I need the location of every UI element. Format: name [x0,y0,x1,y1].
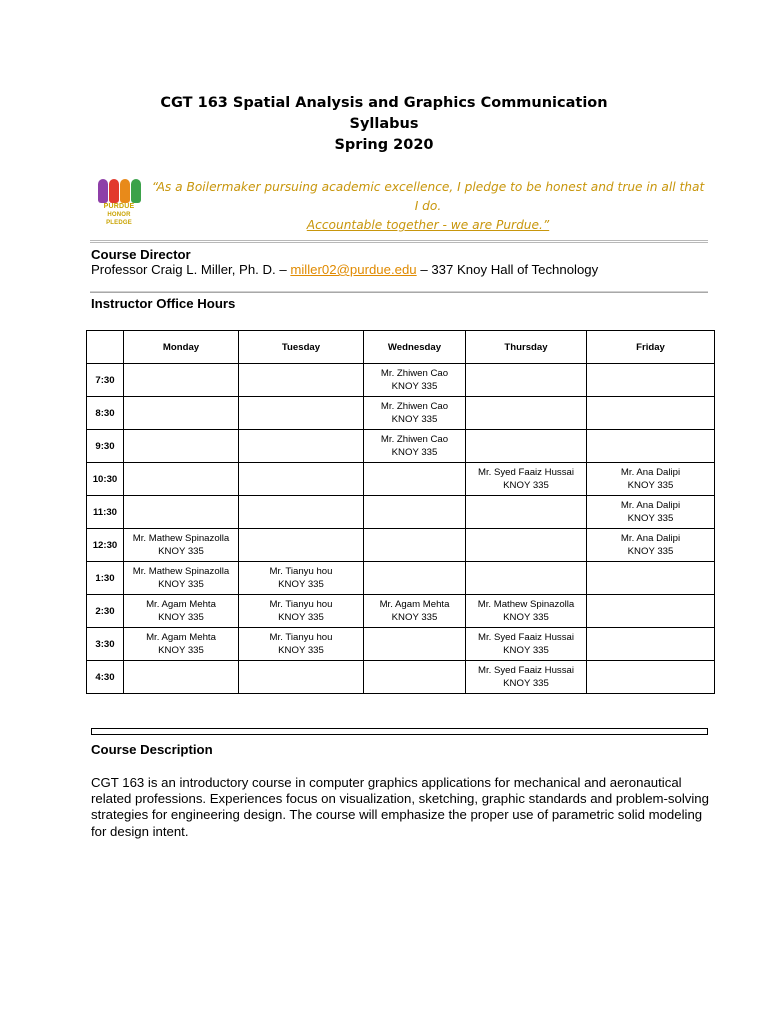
instructor-name: Mr. Zhiwen Cao [380,401,449,412]
table-row [87,364,715,397]
time-slot-cell: 9:30 [87,430,124,463]
office-hours-cell [239,496,364,529]
instructor-name: Mr. Ana Dalipi [620,467,681,478]
office-hours-cell [466,364,587,397]
office-location: KNOY 335 [503,612,549,623]
office-location: KNOY 335 [503,645,549,656]
office-hours-cell [239,430,364,463]
table-row [87,463,715,496]
office-hours-cell [364,628,466,661]
table-row [87,496,715,529]
office-hours-cell [364,661,466,694]
office-hours-cell [466,430,587,463]
office-hours-cell [587,595,715,628]
table-header-day: Wednesday [364,331,466,364]
course-director-heading: Course Director [91,247,191,262]
office-hours-cell [239,463,364,496]
time-slot-cell: 7:30 [87,364,124,397]
time-slot-cell: 12:30 [87,529,124,562]
office-hours-cell [239,562,364,595]
office-hours-cell [466,496,587,529]
office-hours-cell [587,430,715,463]
instructor-name: Mr. Syed Faaiz Hussai [478,467,574,478]
office-hours-cell [466,628,587,661]
instructor-name: Mr. Tianyu hou [269,599,333,610]
hand-icon [98,179,108,203]
office-location: KNOY 335 [503,480,549,491]
office-hours-cell [587,463,715,496]
hands-icon [96,176,142,203]
office-hours-cell [239,397,364,430]
office-location: KNOY 335 [391,612,438,623]
office-hours-cell [364,562,466,595]
office-hours-cell [239,595,364,628]
time-slot-cell: 3:30 [87,628,124,661]
office-hours-table [86,330,715,694]
hand-icon [109,179,119,203]
office-hours-cell [124,364,239,397]
office-location: KNOY 335 [503,678,549,689]
office-hours-cell [466,661,587,694]
table-header-day: Friday [587,331,715,364]
divider [90,240,708,243]
instructor-name: Mr. Tianyu hou [269,632,333,643]
table-header-day: Tuesday [239,331,364,364]
logo-word-purdue: PURDUE [103,203,135,210]
office-hours-cell [239,529,364,562]
office-hours-cell [587,496,715,529]
director-location: – 337 Knoy Hall of Technology [416,262,599,277]
hand-icon [120,179,130,203]
table-header-time [87,331,124,364]
office-location: KNOY 335 [627,546,674,557]
table-row [87,628,715,661]
table-row [87,562,715,595]
instructor-name: Mr. Mathew Spinazolla [132,566,230,577]
course-title: CGT 163 Spatial Analysis and Graphics Communication [160,95,608,111]
office-hours-cell [587,628,715,661]
office-location: KNOY 335 [391,447,438,458]
office-hours-cell [364,496,466,529]
office-hours-cell [466,397,587,430]
office-hours-cell [124,463,239,496]
office-location: KNOY 335 [278,612,324,623]
table-row [87,430,715,463]
instructor-name: Mr. Mathew Spinazolla [477,599,575,610]
office-hours-cell [587,364,715,397]
office-hours-cell [364,463,466,496]
office-hours-cell [124,430,239,463]
office-location: KNOY 335 [278,579,324,590]
office-hours-cell [587,397,715,430]
office-hours-cell [364,430,466,463]
table-header-day: Thursday [466,331,587,364]
time-slot-cell: 1:30 [87,562,124,595]
table-row [87,595,715,628]
purdue-honor-pledge-logo [96,176,142,226]
document-type: Syllabus [349,116,419,132]
instructor-name: Mr. Agam Mehta [379,599,450,610]
director-name: Professor Craig L. Miller, Ph. D. – [91,262,291,277]
office-location: KNOY 335 [158,612,204,623]
instructor-name: Mr. Mathew Spinazolla [132,533,230,544]
section-separator-bar [91,728,708,735]
time-slot-cell: 2:30 [87,595,124,628]
office-hours-cell [466,595,587,628]
office-hours-cell [124,595,239,628]
office-hours-cell [364,529,466,562]
quote-line-2: Accountable together - we are Purdue.” [306,218,550,232]
time-slot-cell: 11:30 [87,496,124,529]
honor-pledge-quote [148,178,708,235]
office-hours-cell [364,397,466,430]
office-location: KNOY 335 [391,381,438,392]
instructor-name: Mr. Syed Faaiz Hussai [478,665,574,676]
table-header-row [87,331,715,364]
table-row [87,661,715,694]
office-hours-cell [124,496,239,529]
time-slot-cell: 10:30 [87,463,124,496]
office-hours-cell [364,595,466,628]
office-hours-cell [239,364,364,397]
table-row [87,397,715,430]
course-description-body: CGT 163 is an introductory course in computer graphics applications for mechanical and aeronautical related professions. Experiences focus on visualization, sketching, graphic standards and problem-solving strategies for engineering design. The course will emphasize the proper use of parametric solid modeling for design intent. [91,775,709,839]
time-slot-cell: 8:30 [87,397,124,430]
instructor-name: Mr. Tianyu hou [269,566,333,577]
instructor-name: Mr. Zhiwen Cao [380,368,449,379]
term: Spring 2020 [334,137,434,153]
logo-word-honor-pledge: HONOR PLEDGE [106,212,132,226]
office-hours-cell [124,661,239,694]
office-location: KNOY 335 [391,414,438,425]
director-email-link[interactable]: miller02@purdue.edu [290,262,417,277]
office-hours-cell [587,661,715,694]
office-hours-cell [466,562,587,595]
office-location: KNOY 335 [158,645,204,656]
course-director-line [91,262,598,277]
office-hours-cell [587,562,715,595]
office-hours-cell [124,397,239,430]
office-location: KNOY 335 [627,513,674,524]
office-location: KNOY 335 [158,579,204,590]
time-slot-cell: 4:30 [87,661,124,694]
document-title-block [0,93,768,156]
office-location: KNOY 335 [158,546,204,557]
quote-line-1: “As a Boilermaker pursuing academic excellence, I pledge to be honest and true in all that I do. [151,180,705,213]
office-hours-cell [364,364,466,397]
office-hours-cell [124,529,239,562]
instructor-name: Mr. Agam Mehta [146,599,216,610]
instructor-name: Mr. Syed Faaiz Hussai [478,632,574,643]
office-hours-cell [239,661,364,694]
office-location: KNOY 335 [278,645,324,656]
instructor-name: Mr. Zhiwen Cao [380,434,449,445]
table-header-day: Monday [124,331,239,364]
office-hours-cell [587,529,715,562]
instructor-name: Mr. Ana Dalipi [620,500,681,511]
office-hours-cell [239,628,364,661]
hand-icon [131,179,141,203]
office-hours-cell [466,529,587,562]
office-location: KNOY 335 [627,480,674,491]
office-hours-cell [124,562,239,595]
table-row [87,529,715,562]
instructor-name: Mr. Agam Mehta [146,632,216,643]
divider [90,291,708,293]
office-hours-cell [466,463,587,496]
office-hours-heading: Instructor Office Hours [91,296,236,311]
office-hours-cell [124,628,239,661]
instructor-name: Mr. Ana Dalipi [620,533,681,544]
course-description-heading: Course Description [91,742,213,757]
